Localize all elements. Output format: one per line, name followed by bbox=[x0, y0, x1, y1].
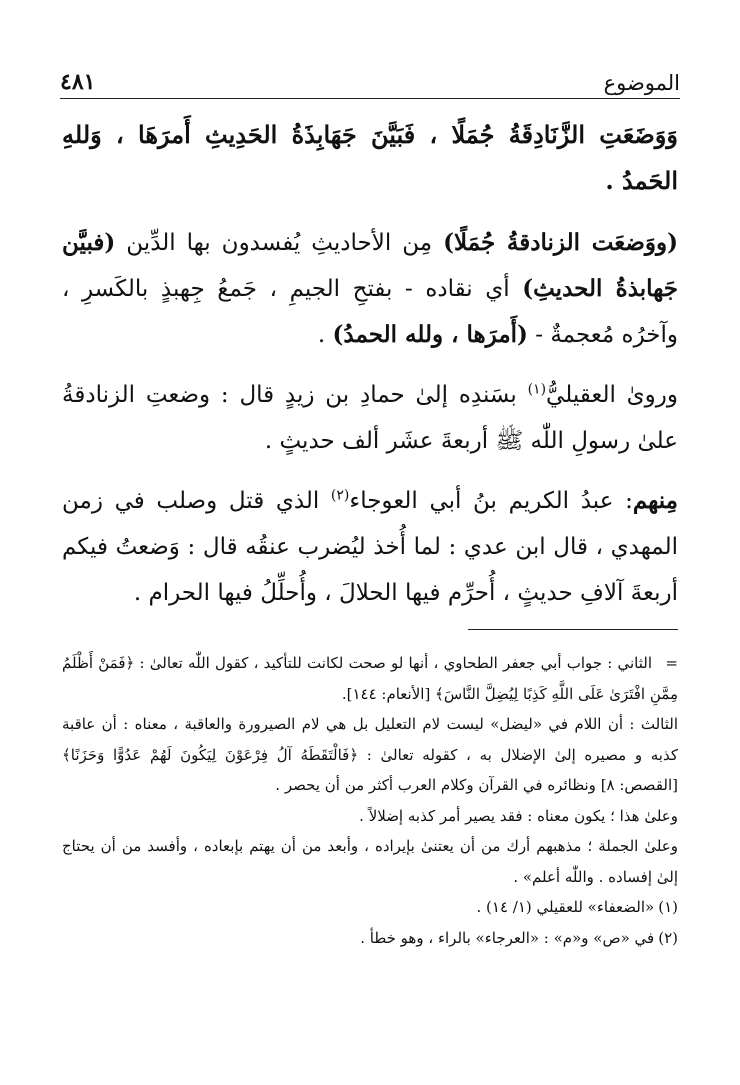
footnote-line: =الثاني : جواب أبي جعفر الطحاوي ، أنها لو صحت لكانت للتأكيد ، كقول اللّٰه تعالىٰ : ﴿فَمَنْ أَظْلَمُ مِمَّنِ افْتَرَىٰ عَلَى اللَّهِ كَذِبًا لِيُضِلَّ النَّاسَ﴾ [الأنعام: ١٤٤]. bbox=[62, 648, 678, 709]
quoted-matn: (ووَضعَت الزنادقةُ جُمَلًا) bbox=[443, 229, 678, 256]
footnote-line: وعلىٰ الجملة ؛ مذهبهم أرك من أن يعتنىٰ بإيراده ، وأبعد من أن يهتم بإبعاده ، وأفسد من أن يحتاج إلىٰ إفساده . واللّٰه أعلم» . bbox=[62, 837, 678, 886]
footnote-ref-1: (١) bbox=[527, 381, 547, 398]
running-title: الموضوع bbox=[603, 71, 680, 95]
footnote-separator bbox=[468, 629, 678, 630]
matn-text: وَوَضَعَتِ الزَّنَادِقَةُ جُمَلًا ، فَبَيَّنَ جَهَابِذَةُ الحَدِيثِ أَمرَهَا ، وَللهِ الحَمدُ . bbox=[62, 120, 678, 195]
footnote-line: وعلىٰ هذا ؛ يكون معناه : فقد يصير أمر كذبه إضلالاً . bbox=[359, 806, 678, 825]
commentary-text: بسَندِه إلىٰ حمادِ بن زيدٍ قال : وضعتِ الزنادقةُ علىٰ رسولِ اللّٰه ﷺ أربعةَ عشَر ألف حديثٍ . bbox=[62, 382, 678, 454]
commentary-paragraph-2 bbox=[62, 372, 678, 464]
footnote-number: (١) bbox=[658, 898, 678, 916]
footnote-ref-2: (٢) bbox=[330, 487, 350, 504]
quoted-matn: (أَمرَها ، ولله الحمدُ) bbox=[332, 321, 528, 348]
commentary-text: مِن الأحاديثِ يُفسدون بها الدِّين bbox=[115, 230, 444, 256]
commentary-paragraph-3 bbox=[62, 478, 678, 616]
section-lead: مِنهم bbox=[632, 487, 678, 514]
main-text bbox=[62, 112, 678, 630]
footnote-number: (٢) bbox=[658, 928, 678, 947]
footnote-line: الثالث : أن اللام في «ليضل» ليست لام التعليل بل هي لام الصيرورة والعاقبة ، معناه : أن عاقبة كذبه و مصيره إلىٰ الإضلال به ، كقوله تعالىٰ : ﴿فَالْتَقَطَهُ آلُ فِرْعَوْنَ لِيَكُونَ لَهُمْ عَدُوًّا وَحَزَنًا﴾ [القصص: ٨] ونظائره في القرآن وكلام العرب أكثر من أن يحصر . bbox=[62, 715, 678, 794]
quoted-matn: (فبيَّن جَهابذةُ الحديثِ) bbox=[62, 229, 678, 302]
page-header bbox=[60, 58, 680, 99]
commentary-text: أي نقاده - بفتحِ الجيمِ ، جَمعُ جِهبذٍ بالكَسرِ ، وآخرُه مُعجمةٌ - bbox=[62, 276, 678, 348]
commentary-text: الذي قتل وصلب في زمن المهدي ، قال ابن عدي : لما أُخذ ليُضرب عنقُه قال : وَضعتُ فيكم أربعةَ آلافِ حديثٍ ، أُحرِّم فيها الحلالَ ، وأُحلِّلُ فيها الحرام . bbox=[62, 488, 678, 606]
footnote-1: (١)«الضعفاء» للعقيلي (١/ ١٤) . bbox=[476, 898, 678, 916]
page-number: ٤٨١ bbox=[60, 69, 96, 95]
footnote-2: (٢)في «ص» و«م» : «العرجاء» بالراء ، وهو خطأ . bbox=[360, 928, 678, 947]
commentary-text: : عبدُ الكريم بنُ أبي العوجاء bbox=[349, 488, 633, 514]
footnotes bbox=[62, 648, 678, 953]
commentary-text: . bbox=[317, 322, 333, 348]
continuation-mark: = bbox=[665, 654, 678, 672]
commentary-text: وروىٰ العقيليُّ bbox=[546, 382, 678, 408]
commentary-paragraph-1 bbox=[62, 220, 678, 358]
